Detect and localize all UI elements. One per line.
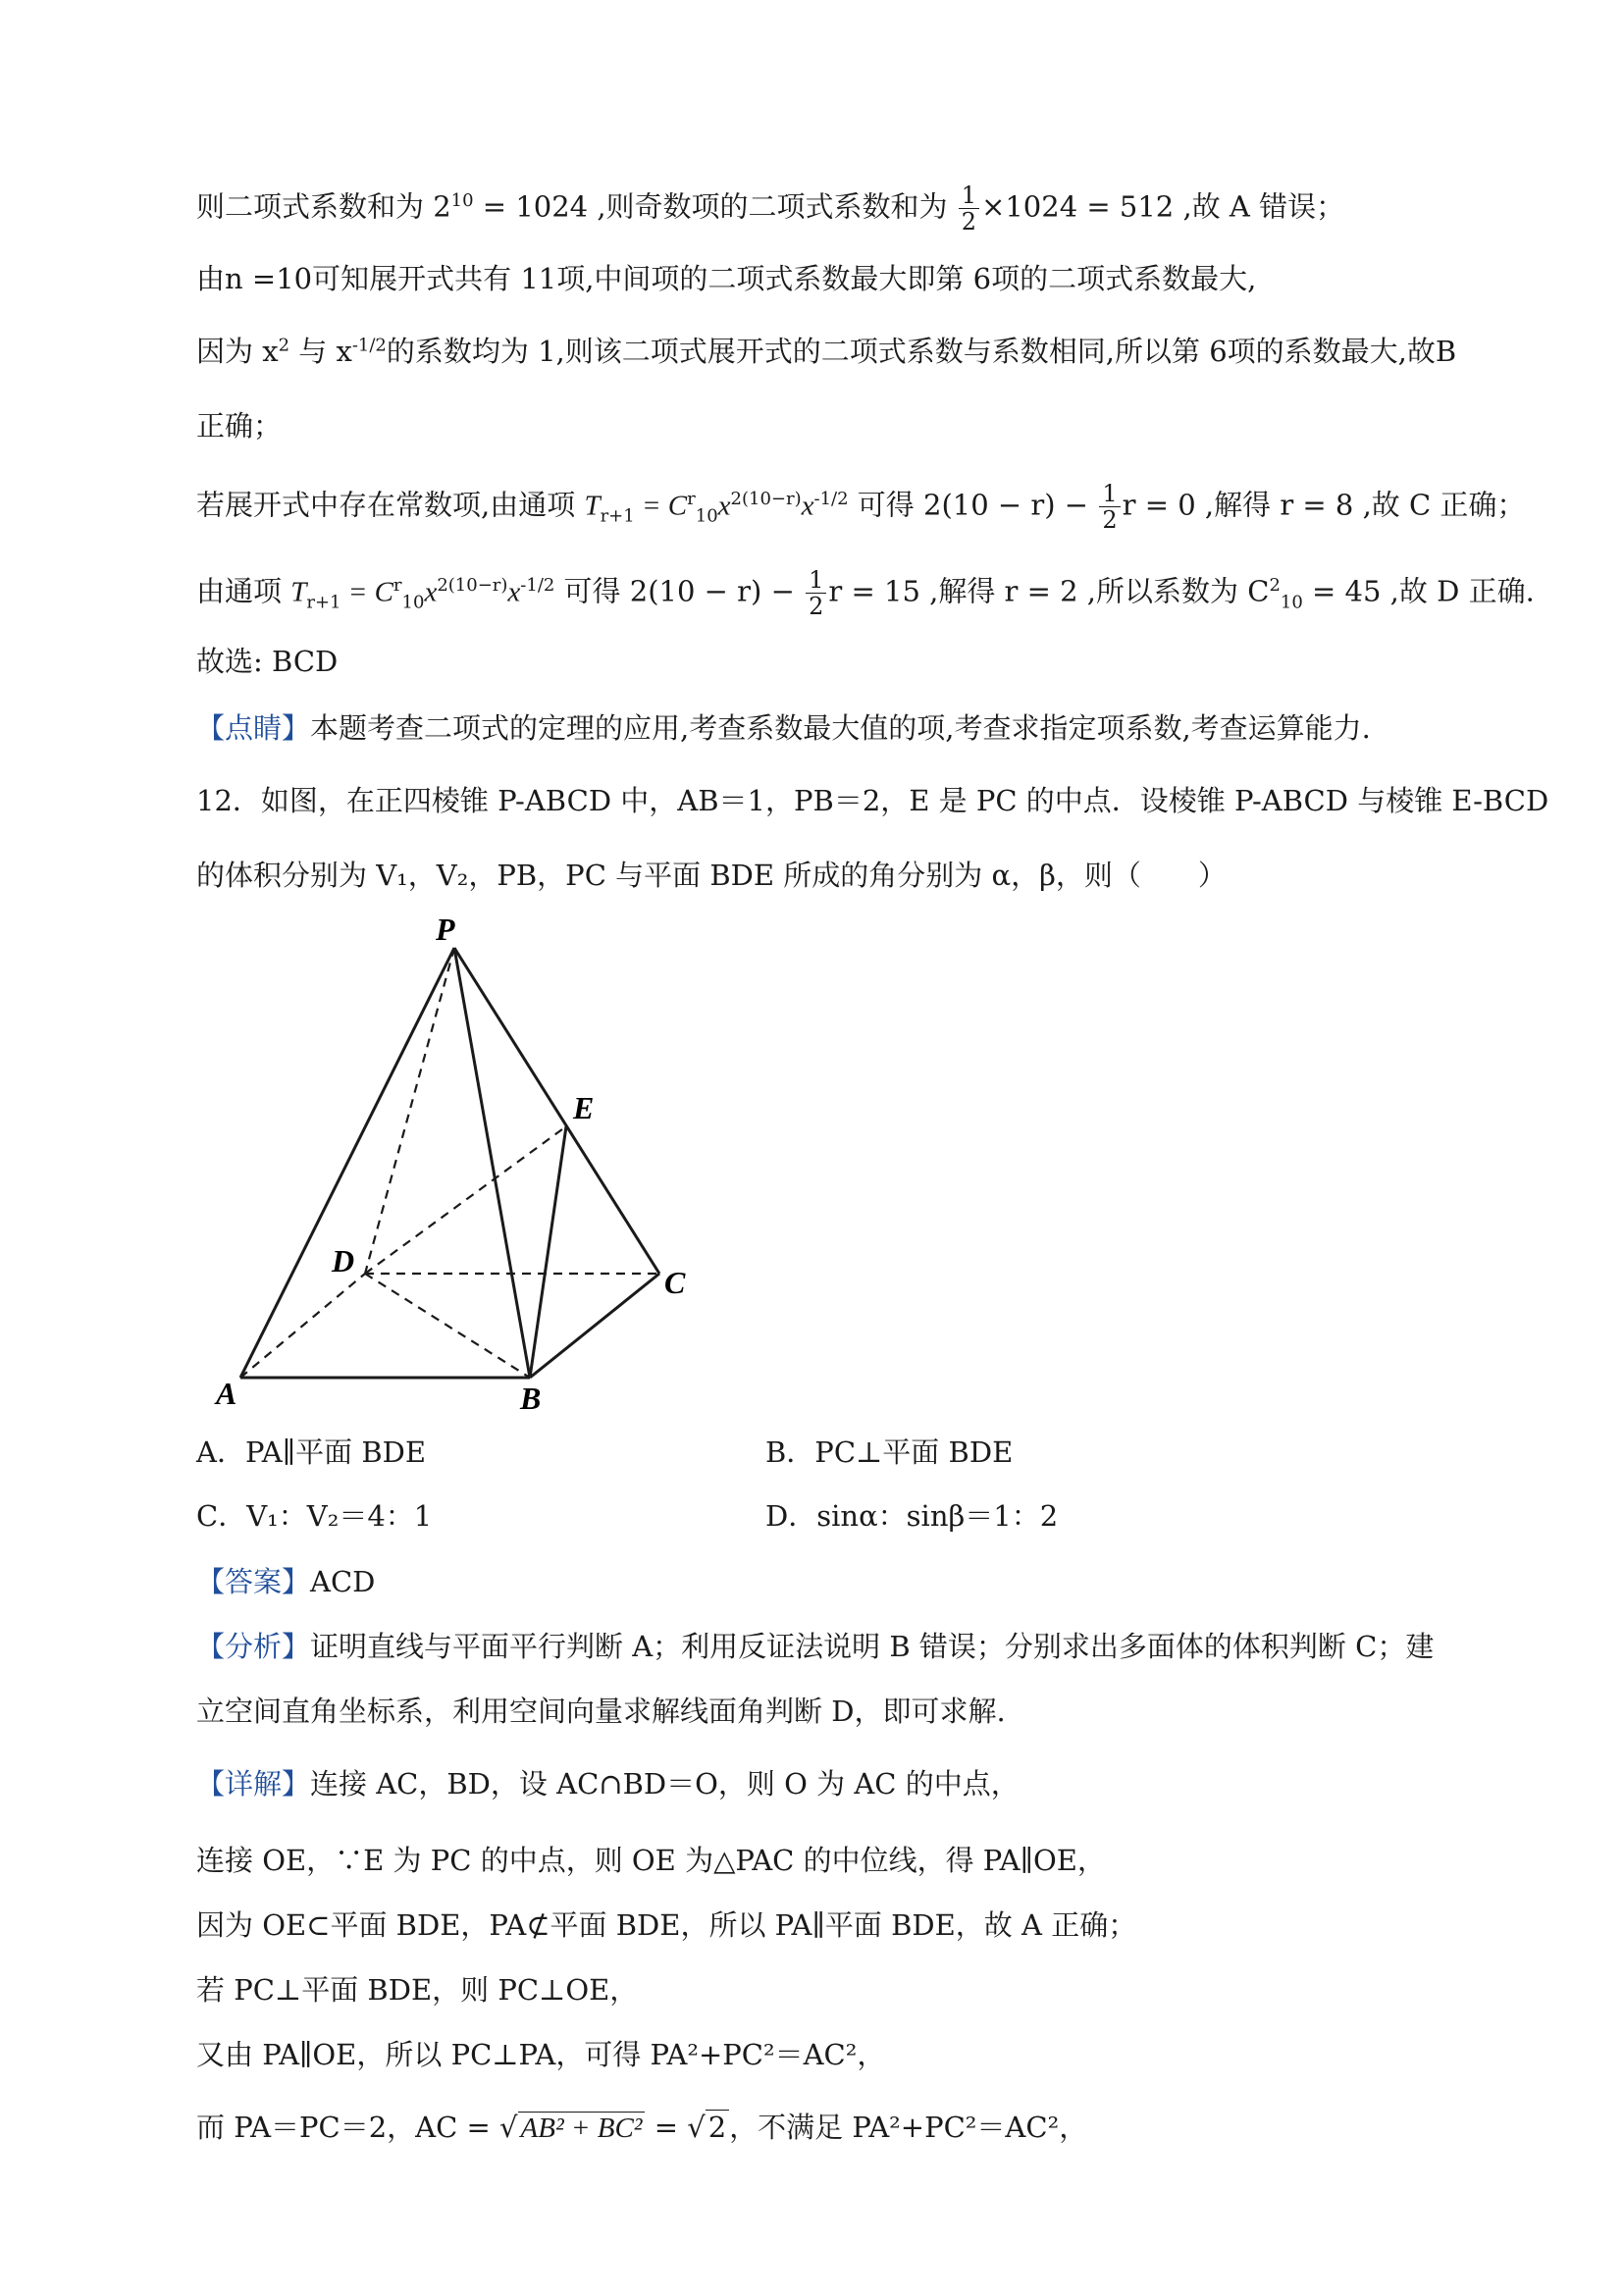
detail-line-1: 【详解】连接 AC，BD，设 AC∩BD＝O，则 O 为 AC 的中点， bbox=[196, 1767, 1020, 1800]
edge-BC bbox=[530, 1274, 659, 1378]
line-choice: 故选: BCD bbox=[196, 645, 339, 678]
analysis-tag: 【分析】 bbox=[196, 1630, 311, 1663]
question-12-stem: 12．如图，在正四棱锥 P-ABCD 中，AB＝1，PB＝2，E 是 PC 的中点．设棱锥 P-ABCD 与棱锥 E-BCD bbox=[196, 784, 1549, 817]
detail-line-5: 又由 PA∥OE，所以 PC⊥PA，可得 PA²+PC²＝AC²， bbox=[196, 2038, 886, 2071]
sqrt-radicand: AB² + BC² bbox=[518, 2112, 646, 2144]
edge-AD-hidden bbox=[240, 1274, 365, 1378]
answer-line: 【答案】ACD bbox=[196, 1565, 376, 1598]
option-b: B．PC⊥平面 BDE bbox=[765, 1435, 1014, 1469]
line-correct-b: 正确； bbox=[196, 409, 283, 443]
detail-line-4: 若 PC⊥平面 BDE，则 PC⊥OE， bbox=[196, 1973, 639, 2007]
edge-PA bbox=[240, 948, 454, 1378]
edge-DB-hidden bbox=[365, 1274, 530, 1378]
detail-line-3: 因为 OE⊂平面 BDE，PA⊄平面 BDE，所以 PA∥平面 BDE，故 A 正确； bbox=[196, 1908, 1137, 1942]
fraction-half: $\frac{1}{2}$ bbox=[806, 567, 826, 619]
option-d: D．sinα：sinβ＝1：2 bbox=[765, 1499, 1059, 1533]
pyramid-figure bbox=[196, 903, 726, 1423]
line-middle-term: 由n =10可知展开式共有 11项,中间项的二项式系数最大即第 6项的二项式系数最大, bbox=[196, 262, 1257, 295]
analysis-line-2: 立空间直角坐标系，利用空间向量求解线面角判断 D，即可求解. bbox=[196, 1695, 1006, 1728]
edge-EB bbox=[530, 1126, 566, 1378]
detail-tag: 【详解】 bbox=[196, 1767, 311, 1800]
label-P: P bbox=[436, 912, 455, 947]
option-a: A．PA∥平面 BDE bbox=[196, 1435, 427, 1469]
label-B: B bbox=[520, 1381, 542, 1416]
question-12-stem-cont: 的体积分别为 V₁，V₂，PB，PC 与平面 BDE 所成的角分别为 α，β，则（ ） bbox=[196, 859, 1227, 892]
line-comment: 【点睛】本题考查二项式的定理的应用,考查系数最大值的项,考查求指定项系数,考查运算能力. bbox=[196, 711, 1371, 745]
line-constant-term: 若展开式中存在常数项,由通项 $T_{r+1} = C^r_{10}x^{2(10-r)}x^{-1/2}$ 可得 2(10 − r) − $\frac{1}{2}$ r = 0 ,解得 r = 8 ,故 C 正确； bbox=[196, 480, 1526, 534]
fraction-half: $\frac{1}{2}$ bbox=[959, 183, 979, 235]
detail-line-6: 而 PA＝PC＝2，AC = √ AB² + BC² = √ 2 ，不满足 PA²+PC²＝AC²， bbox=[196, 2111, 1088, 2144]
line-general-term: 由通项 $T_{r+1} = C^r_{10}x^{2(10-r)}x^{-1/2}$ 可得 2(10 − r) − $\frac{1}{2}$ r = 15 ,解得 r = 2 ,所以系数为 $C^2_{10} = 45$ ,故 D 正确. bbox=[196, 566, 1535, 620]
edge-PD-hidden bbox=[365, 948, 454, 1274]
label-C: C bbox=[664, 1265, 686, 1300]
analysis-line-1: 【分析】证明直线与平面平行判断 A；利用反证法说明 B 错误；分别求出多面体的体积判断 C；建 bbox=[196, 1630, 1435, 1663]
comment-tag: 【点睛】 bbox=[196, 711, 311, 745]
line-binomial-sum: 则二项式系数和为 $2^{10} = 1024$ ,则奇数项的二项式系数和为 $\frac{1}{2}$ ×1024 = 512 ,故 A 错误； bbox=[196, 182, 1345, 235]
detail-line-2: 连接 OE，∵E 为 PC 的中点，则 OE 为△PAC 的中位线，得 PA∥OE， bbox=[196, 1844, 1106, 1877]
answer-tag: 【答案】 bbox=[196, 1565, 311, 1598]
sqrt-two: 2 bbox=[706, 2110, 729, 2144]
label-A: A bbox=[216, 1376, 237, 1411]
edge-PC bbox=[454, 948, 659, 1274]
fraction-half: $\frac{1}{2}$ bbox=[1099, 481, 1120, 533]
line-coefficients: 因为 $x^2$ 与 $x^{-1/2}$的系数均为 1,则该二项式展开式的二项式系数与系数相同,所以第 6项的系数最大,故B bbox=[196, 335, 1457, 368]
edge-PB bbox=[454, 948, 530, 1378]
edge-DE-hidden bbox=[365, 1126, 566, 1274]
option-c: C．V₁：V₂＝4：1 bbox=[196, 1499, 433, 1533]
label-E: E bbox=[573, 1090, 595, 1125]
label-D: D bbox=[332, 1243, 355, 1278]
